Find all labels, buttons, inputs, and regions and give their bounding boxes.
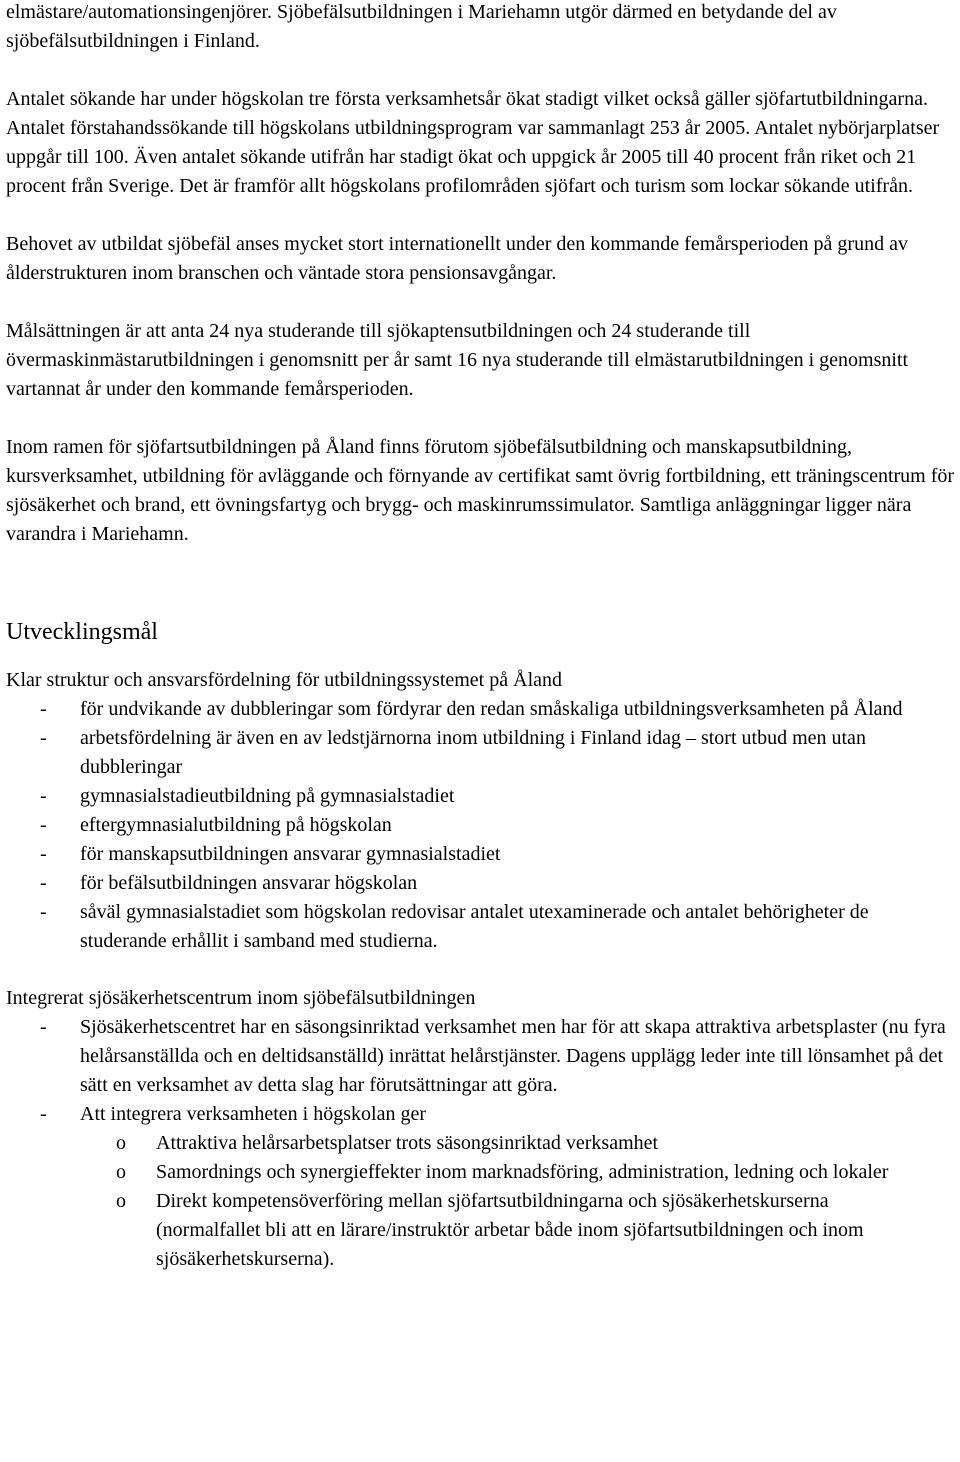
list-item [6, 1100, 956, 1129]
section2-sublist [6, 1129, 956, 1274]
sub-list-item [6, 1158, 956, 1187]
dash-marker: - [40, 1103, 47, 1125]
list-item-text: såväl gymnasialstadiet som högskolan redovisar antalet utexaminerade och antalet behörigheter de studerande erhållit i samband med studierna. [80, 901, 869, 952]
sub-list-item [6, 1187, 956, 1274]
section2-title: Integrerat sjösäkerhetscentrum inom sjöbefälsutbildningen [6, 987, 476, 1009]
list-item [6, 782, 956, 811]
list-item [6, 898, 956, 956]
list-item [6, 1013, 956, 1100]
list-item-text: för undvikande av dubbleringar som fördyrar den redan småskaliga utbildningsverksamheten på Åland [80, 698, 903, 720]
bullet-marker: o [116, 1132, 126, 1154]
list-item [6, 724, 956, 782]
paragraph-applicants: Antalet sökande har under högskolan tre första verksamhetsår ökat stadigt vilket också gäller sjöfartutbildningarna. Antalet förstahandssökande till högskolans utbildningsprogram var sammanlagt 253 år 2005. Antalet nybörjarplatser uppgår till 100. Även antalet sökande utifrån har stadigt ökat och uppgick år 2005 till 40 procent från riket och 21 procent från Sverige. Det är framför allt högskolans profilområden sjöfart och turism som lockar sökande utifrån. [6, 88, 940, 197]
dash-marker: - [40, 843, 47, 865]
list-item [6, 869, 956, 898]
list-item-text: arbetsfördelning är även en av ledstjärnorna inom utbildning i Finland idag – stort utbud men utan dubbleringar [80, 727, 866, 778]
list-item-text: eftergymnasialutbildning på högskolan [80, 814, 392, 836]
list-item-text: för manskapsutbildningen ansvarar gymnasialstadiet [80, 843, 501, 865]
paragraph-intake-goal: Målsättningen är att anta 24 nya studerande till sjökaptensutbildningen och 24 studerande till övermaskinmästarutbildningen i genomsnitt per år samt 16 nya studerande till elmästarutbildningen i genomsnitt vartannat år under den kommande femårsperioden. [6, 320, 909, 400]
sub-list-item-text: Direkt kompetensöverföring mellan sjöfartsutbildningarna och sjösäkerhetskurserna [156, 1190, 829, 1212]
paragraph-training-facilities: Inom ramen för sjöfartsutbildningen på Åland finns förutom sjöbefälsutbildning och manskapsutbildning, kursverksamhet, utbildning för avläggande och förnyande av certifikat samt övrig fortbildning, ett träningscentrum för sjösäkerhet och brand, ett övningsfartyg och brygg- och maskinrumssimulator. Samtliga anläggningar ligger nära varandra i Mariehamn. [6, 436, 955, 545]
dash-marker: - [40, 785, 47, 807]
paragraph-intro-continuation: elmästare/automationsingenjörer. Sjöbefälsutbildningen i Mariehamn utgör därmed en betydande del av sjöbefälsutbildningen i Finland. [6, 1, 837, 52]
sub-list-note: (normalfallet bli att en lärare/instruktör arbetar både inom sjöfartsutbildningen och inom sjösäkerhetskurserna). [156, 1219, 864, 1270]
list-item-text: för befälsutbildningen ansvarar högskolan [80, 872, 418, 894]
list-item-text: gymnasialstadieutbildning på gymnasialstadiet [80, 785, 455, 807]
dash-marker: - [40, 872, 47, 894]
dash-marker: - [40, 1016, 47, 1038]
sub-list-item [6, 1129, 956, 1158]
list-item-text: Sjösäkerhetscentret har en säsongsinriktad verksamhet men har för att skapa attraktiva arbetsplaster (nu fyra helårsanställda och en deltidsanställd) inrättat helårstjänster. Dagens upplägg leder inte till lönsamhet på det sätt en verksamhet av detta slag har förutsättningar att göra. [80, 1016, 946, 1096]
paragraph-officer-demand: Behovet av utbildat sjöbefäl anses mycket stort internationellt under den kommande femårsperioden på grund av ålderstrukturen inom branschen och väntade stora pensionsavgångar. [6, 233, 908, 284]
section-heading: Utvecklingsmål [6, 619, 158, 645]
document-page [6, 0, 956, 1274]
dash-marker: - [40, 901, 47, 923]
dash-marker: - [40, 727, 47, 749]
list-item [6, 840, 956, 869]
list-item [6, 811, 956, 840]
section1-title: Klar struktur och ansvarsfördelning för utbildningssystemet på Åland [6, 669, 562, 691]
bullet-marker: o [116, 1161, 126, 1183]
list-item [6, 695, 956, 724]
list-item-text: Att integrera verksamheten i högskolan ger [80, 1103, 426, 1125]
sub-list-item-text: Attraktiva helårsarbetsplatser trots säsongsinriktad verksamhet [156, 1132, 659, 1154]
section1-list [6, 695, 956, 956]
dash-marker: - [40, 698, 47, 720]
section2-list [6, 1013, 956, 1129]
bullet-marker: o [116, 1190, 126, 1212]
dash-marker: - [40, 814, 47, 836]
sub-list-item-text: Samordnings och synergieffekter inom marknadsföring, administration, ledning och lokaler [156, 1161, 889, 1183]
